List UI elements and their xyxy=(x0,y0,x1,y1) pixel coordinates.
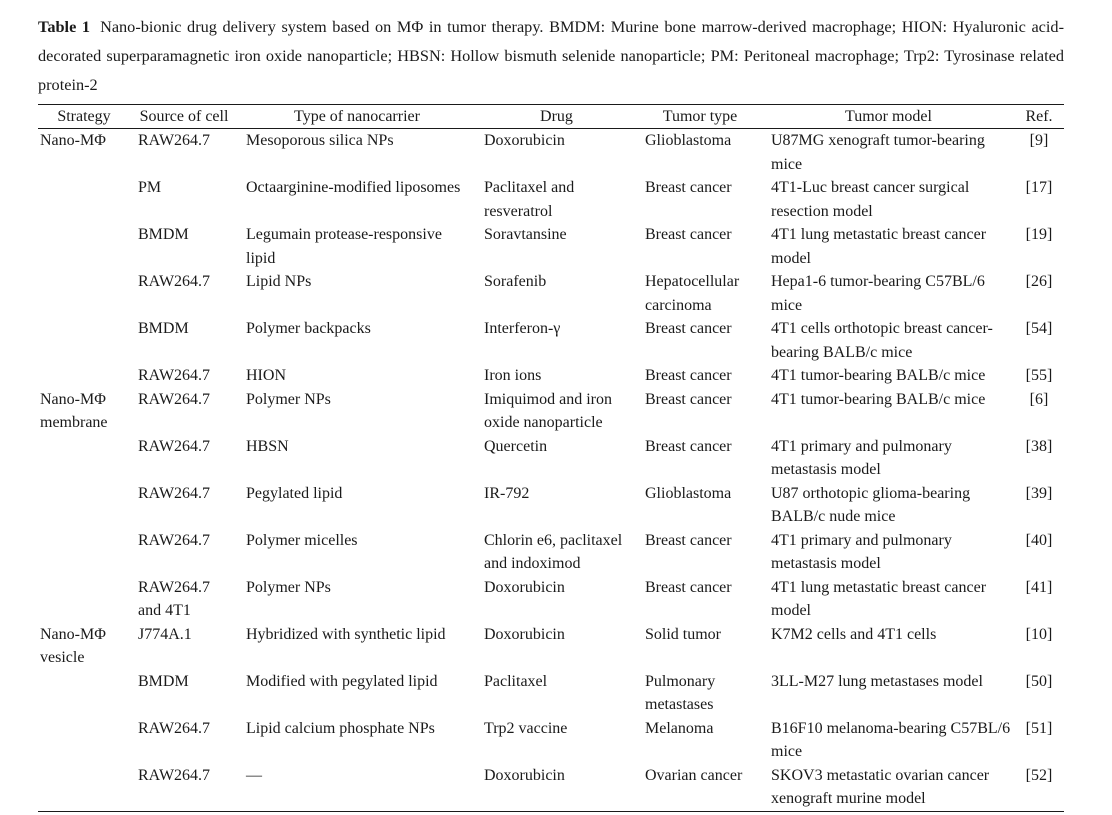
reference-cell: [54] xyxy=(1025,320,1053,337)
drug-cell: Interferon-γ xyxy=(484,320,561,337)
cell-source-cell: RAW264.7 xyxy=(138,132,211,149)
nanocarrier-cell: Polymer NPs xyxy=(246,578,331,596)
tumor-type-cell: Breast cancer xyxy=(645,179,732,196)
column-header: Tumor type xyxy=(637,105,763,129)
table-row xyxy=(38,529,1064,576)
strategy-cell xyxy=(38,176,130,223)
table-row xyxy=(38,223,1064,270)
drug-cell: Doxorubicin xyxy=(484,132,565,149)
reference-cell: [55] xyxy=(1025,367,1053,384)
tumor-type-cell: Breast cancer xyxy=(645,531,732,549)
tumor-type-cell: Breast cancer xyxy=(645,578,732,596)
tumor-model-cell: 4T1 primary and pulmonary metastasis model xyxy=(771,531,952,572)
tumor-model-cell: U87 orthotopic glioma-bearing BALB/c nude mice xyxy=(771,484,971,525)
strategy-cell xyxy=(38,435,130,482)
nanocarrier-cell: Pegylated lipid xyxy=(246,484,343,502)
tumor-model-cell: 4T1 tumor-bearing BALB/c mice xyxy=(771,367,986,384)
nanocarrier-cell: HBSN xyxy=(246,437,289,455)
strategy-cell xyxy=(38,317,130,364)
tumor-model-cell: 4T1-Luc breast cancer surgical resection model xyxy=(771,179,970,220)
strategy-cell: Nano-MΦ vesicle xyxy=(40,625,106,666)
cell-source-cell: RAW264.7 xyxy=(130,764,238,812)
tumor-model-cell: Hepa1-6 tumor-bearing C57BL/6 mice xyxy=(771,273,985,314)
cell-source-cell: RAW264.7 xyxy=(138,531,211,549)
reference-cell: [6] xyxy=(1029,390,1049,408)
cell-source-cell: RAW264.7 xyxy=(138,719,211,737)
nanocarrier-cell: Mesoporous silica NPs xyxy=(246,132,394,149)
tumor-model-cell: SKOV3 metastatic ovarian cancer xenograft murine model xyxy=(763,764,1014,812)
drug-cell: Imiquimod and iron oxide nanoparticle xyxy=(484,390,612,431)
tumor-model-cell: 4T1 lung metastatic breast cancer model xyxy=(771,578,987,619)
table-row xyxy=(38,388,1064,435)
strategy-cell xyxy=(38,529,130,576)
table-row xyxy=(38,176,1064,223)
tumor-type-cell: Glioblastoma xyxy=(645,132,732,149)
drug-cell: Soravtansine xyxy=(484,226,567,243)
tumor-type-cell: Hepatocellular carcinoma xyxy=(645,273,740,314)
drug-cell: Quercetin xyxy=(484,437,548,455)
tumor-type-cell: Solid tumor xyxy=(645,625,722,643)
nanocarrier-cell: Lipid NPs xyxy=(246,273,312,290)
reference-cell: [51] xyxy=(1025,719,1053,737)
reference-cell: [17] xyxy=(1025,179,1053,196)
tumor-model-cell: K7M2 cells and 4T1 cells xyxy=(771,625,937,643)
reference-cell: [39] xyxy=(1025,484,1053,502)
nanocarrier-cell: Lipid calcium phosphate NPs xyxy=(246,719,435,737)
reference-cell: [9] xyxy=(1029,132,1049,149)
drug-cell: Doxorubicin xyxy=(484,625,565,643)
strategy-cell: Nano-MΦ membrane xyxy=(40,390,108,431)
table-row xyxy=(38,717,1064,764)
tumor-model-cell: 4T1 tumor-bearing BALB/c mice xyxy=(771,390,986,408)
cell-source-cell: RAW264.7 xyxy=(138,437,211,455)
tumor-type-cell: Breast cancer xyxy=(645,320,732,337)
drug-cell: IR-792 xyxy=(484,484,530,502)
strategy-cell xyxy=(38,223,130,270)
tumor-type-cell: Glioblastoma xyxy=(645,484,732,502)
tumor-type-cell: Ovarian cancer xyxy=(637,764,763,812)
strategy-cell xyxy=(38,364,130,388)
table-body xyxy=(38,129,1064,812)
nanocarrier-cell: Octaarginine-modified liposomes xyxy=(246,179,461,196)
table-row xyxy=(38,317,1064,364)
cell-source-cell: RAW264.7 xyxy=(138,484,211,502)
strategy-cell: Nano-MΦ xyxy=(40,132,106,149)
tumor-type-cell: Pulmonary metastases xyxy=(645,672,716,713)
reference-cell: [50] xyxy=(1025,672,1053,690)
reference-cell: [38] xyxy=(1025,437,1053,455)
strategy-cell xyxy=(38,670,130,717)
drug-cell: Doxorubicin xyxy=(484,578,565,596)
cell-source-cell: RAW264.7 xyxy=(138,367,211,384)
nanocarrier-cell: Legumain protease-responsive lipid xyxy=(246,226,442,267)
nanocarrier-cell: HION xyxy=(246,367,286,384)
nanocarrier-cell: Modified with pegylated lipid xyxy=(246,672,438,690)
reference-cell: [40] xyxy=(1025,531,1053,549)
table-row xyxy=(38,435,1064,482)
column-header: Strategy xyxy=(38,105,130,129)
nanocarrier-cell: Hybridized with synthetic lipid xyxy=(246,625,446,643)
drug-cell: Sorafenib xyxy=(484,273,547,290)
reference-cell: [52] xyxy=(1014,764,1064,812)
tumor-type-cell: Breast cancer xyxy=(645,390,732,408)
tumor-model-cell: 3LL-M27 lung metastases model xyxy=(771,672,983,690)
drug-cell: Doxorubicin xyxy=(476,764,637,812)
table-row xyxy=(38,129,1064,177)
table-row xyxy=(38,576,1064,623)
drug-cell: Chlorin e6, paclitaxel and indoximod xyxy=(484,531,623,572)
cell-source-cell: BMDM xyxy=(138,226,189,243)
data-table xyxy=(38,104,1064,812)
cell-source-cell: RAW264.7 xyxy=(138,390,211,408)
table-row xyxy=(38,364,1064,388)
drug-cell: Paclitaxel xyxy=(484,672,548,690)
table-row xyxy=(38,764,1064,812)
nanocarrier-cell: Polymer backpacks xyxy=(246,320,371,337)
tumor-type-cell: Breast cancer xyxy=(645,226,732,243)
column-header: Tumor model xyxy=(763,105,1014,129)
cell-source-cell: BMDM xyxy=(138,320,189,337)
strategy-cell xyxy=(38,717,130,764)
table-caption-text: Nano-bionic drug delivery system based on MΦ in tumor therapy. BMDM: Murine bone marrow-derived macrophage; HION: Hyaluronic acid-decorated superparamagnetic iron oxide nanoparticle; HBSN: Hollow bismuth selenide nanoparticle; PM: Peritoneal macrophage; Trp2: Tyrosinase related protein-2 xyxy=(38,17,1064,94)
tumor-model-cell: 4T1 primary and pulmonary metastasis model xyxy=(771,437,952,478)
table-header-row xyxy=(38,105,1064,129)
cell-source-cell: RAW264.7 xyxy=(138,273,211,290)
table-caption-label: Table 1 xyxy=(38,17,91,36)
tumor-model-cell: 4T1 lung metastatic breast cancer model xyxy=(771,226,987,267)
table-row xyxy=(38,270,1064,317)
reference-cell: [26] xyxy=(1025,273,1053,290)
reference-cell: [41] xyxy=(1025,578,1053,596)
nanocarrier-cell: — xyxy=(238,764,476,812)
column-header: Source of cell xyxy=(130,105,238,129)
cell-source-cell: J774A.1 xyxy=(138,625,192,643)
table-caption xyxy=(38,12,1064,99)
strategy-cell xyxy=(38,576,130,623)
reference-cell: [10] xyxy=(1025,625,1053,643)
drug-cell: Paclitaxel and resveratrol xyxy=(484,179,575,220)
strategy-cell xyxy=(38,482,130,529)
column-header: Type of nanocarrier xyxy=(238,105,476,129)
strategy-cell xyxy=(38,764,130,812)
drug-cell: Trp2 vaccine xyxy=(484,719,568,737)
table-row xyxy=(38,623,1064,670)
drug-cell: Iron ions xyxy=(484,367,542,384)
table-row xyxy=(38,482,1064,529)
nanocarrier-cell: Polymer NPs xyxy=(246,390,331,408)
strategy-cell xyxy=(38,270,130,317)
table-row xyxy=(38,670,1064,717)
cell-source-cell: RAW264.7 and 4T1 xyxy=(138,578,211,619)
tumor-model-cell: U87MG xenograft tumor-bearing mice xyxy=(771,132,985,173)
tumor-model-cell: 4T1 cells orthotopic breast cancer-bearing BALB/c mice xyxy=(771,320,993,361)
tumor-type-cell: Breast cancer xyxy=(645,437,732,455)
cell-source-cell: BMDM xyxy=(138,672,189,690)
reference-cell: [19] xyxy=(1025,226,1053,243)
column-header: Drug xyxy=(476,105,637,129)
tumor-type-cell: Breast cancer xyxy=(645,367,732,384)
tumor-model-cell: B16F10 melanoma-bearing C57BL/6 mice xyxy=(771,719,1011,760)
table-figure xyxy=(38,12,1064,812)
tumor-type-cell: Melanoma xyxy=(645,719,714,737)
nanocarrier-cell: Polymer micelles xyxy=(246,531,358,549)
column-header: Ref. xyxy=(1014,105,1064,129)
cell-source-cell: PM xyxy=(138,179,162,196)
